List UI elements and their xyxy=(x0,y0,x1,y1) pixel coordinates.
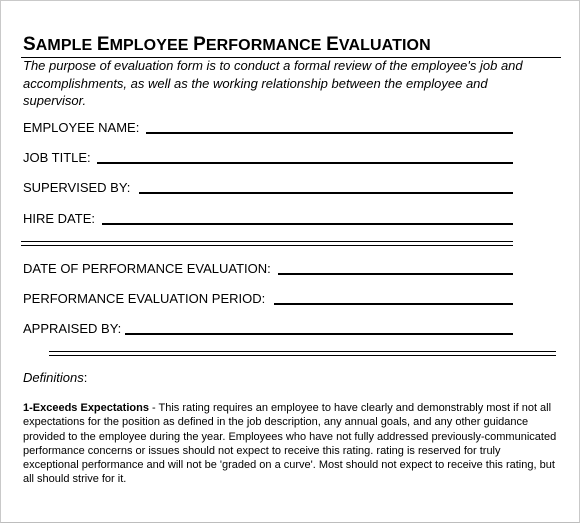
title-word-3-initial: P xyxy=(193,34,206,55)
appraised-by-label: APPRAISED BY: xyxy=(23,321,122,336)
title-word-3-rest: ERFORMANCE xyxy=(205,37,322,54)
definition-text: - This rating requires an employee to have clearly and demonstrably most if not all expectations for the position as defined in the job description, any annual goals, and any other guidance provided to the employee during the year. Employees who have not fully addressed previously-communicated performance concerns or issues should not expect to receive this rating. rating is reserved for truly exceptional performance and will not be 'graded on a curve'. Most should not expect to receive this rating, but all should strive for it. xyxy=(23,402,557,486)
hire-date-label: HIRE DATE: xyxy=(23,211,95,226)
appraised-by-line[interactable] xyxy=(125,333,513,335)
employee-name-label: EMPLOYEE NAME: xyxy=(23,120,140,135)
evaluation-period-line[interactable] xyxy=(274,303,513,305)
definition-exceeds-expectations xyxy=(23,401,558,487)
title-word-1-initial: S xyxy=(23,34,36,55)
job-title-label: JOB TITLE: xyxy=(23,150,91,165)
definition-term: 1-Exceeds Expectations xyxy=(23,402,149,414)
definitions-heading xyxy=(23,370,87,385)
job-title-line[interactable] xyxy=(97,162,513,164)
date-of-evaluation-label: DATE OF PERFORMANCE EVALUATION: xyxy=(23,261,271,276)
title-word-2-rest: MPLOYEE xyxy=(109,37,189,54)
title-word-1-rest: AMPLE xyxy=(35,37,93,54)
section-divider-1 xyxy=(21,241,513,246)
date-of-evaluation-line[interactable] xyxy=(278,273,513,275)
definitions-heading-text: Definitions xyxy=(23,370,84,385)
title-word-2-initial: E xyxy=(96,34,110,55)
evaluation-period-label: PERFORMANCE EVALUATION PERIOD: xyxy=(23,291,266,306)
form-title xyxy=(23,34,431,56)
section-divider-2 xyxy=(49,351,556,356)
definitions-heading-colon: : xyxy=(83,370,88,385)
supervised-by-line[interactable] xyxy=(139,192,513,194)
supervised-by-label: SUPERVISED BY: xyxy=(23,180,131,195)
title-word-4-initial: E xyxy=(326,34,339,55)
intro-paragraph: The purpose of evaluation form is to conduct a formal review of the employee's job and accomplishments, as well as the working relationship between the employee and supervisor. xyxy=(23,58,523,108)
hire-date-line[interactable] xyxy=(102,223,513,225)
title-word-4-rest: VALUATION xyxy=(338,37,431,54)
employee-name-line[interactable] xyxy=(146,132,513,134)
